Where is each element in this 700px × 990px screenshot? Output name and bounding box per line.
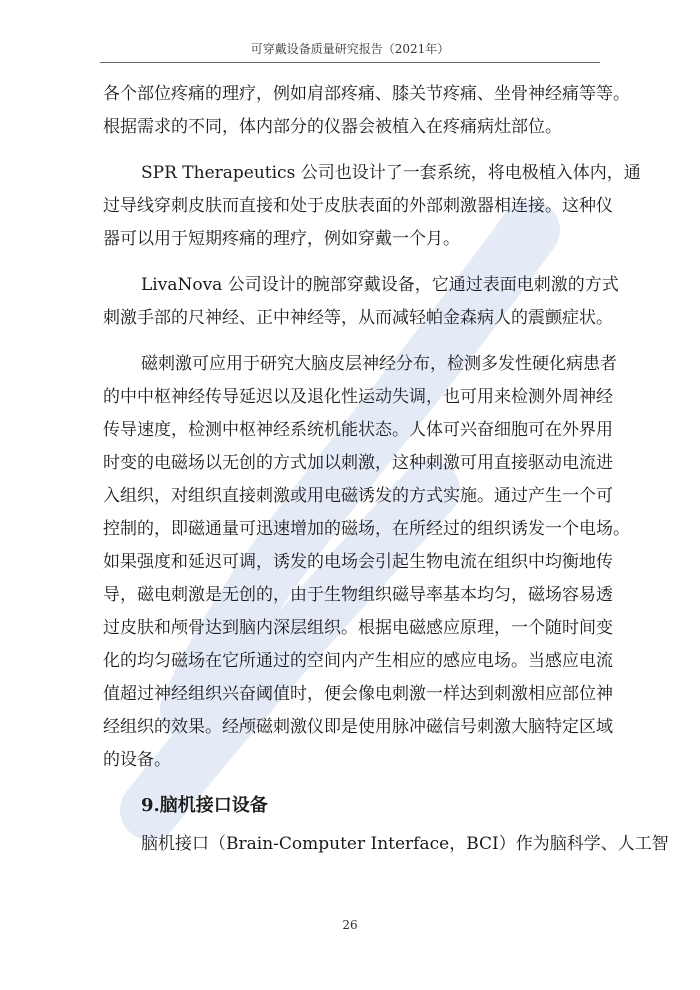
- document-body: [103, 78, 669, 874]
- paragraph: [103, 157, 641, 256]
- paragraph: [103, 348, 630, 777]
- paragraph-list: [103, 78, 641, 777]
- text-line: 时变的电磁场以无创的方式加以刺激，这种刺激可用直接驱动电流进: [103, 453, 613, 473]
- text-line: 如果强度和延迟可调，诱发的电场会引起生物电流在组织中均衡地传: [103, 552, 613, 572]
- text-line: 的中中枢神经传导延迟以及退化性运动失调，也可用来检测外周神经: [103, 387, 613, 407]
- text-line: 控制的，即磁通量可迅速增加的磁场，在所经过的组织诱发一个电场。: [103, 519, 630, 539]
- text-line: 根据需求的不同，体内部分的仪器会被植入在疼痛病灶部位。: [103, 117, 562, 137]
- page-header: 可穿戴设备质量研究报告（2021年）: [250, 42, 450, 56]
- text-line: 过皮肤和颅骨达到脑内深层组织。根据电磁感应原理，一个随时间变: [103, 618, 613, 638]
- text-line: 化的均匀磁场在它所通过的空间内产生相应的感应电场。当感应电流: [103, 651, 613, 671]
- text-line: 脑机接口（Brain-Computer Interface，BCI）作为脑科学、人工智: [141, 834, 669, 854]
- header-rule: [100, 62, 600, 63]
- text-line: SPR Therapeutics 公司也设计了一套系统，将电极植入体内，通: [141, 163, 641, 183]
- text-line: 经组织的效果。经颅磁刺激仪即是使用脉冲磁信号刺激大脑特定区域: [103, 717, 613, 737]
- text-line: 过导线穿刺皮肤而直接和处于皮肤表面的外部刺激器相连接。这种仪: [103, 196, 613, 216]
- paragraph: [103, 78, 630, 144]
- text-line: 器可以用于短期疼痛的理疗，例如穿戴一个月。: [103, 229, 460, 249]
- text-line: LivaNova 公司设计的腕部穿戴设备，它通过表面电刺激的方式: [141, 275, 619, 295]
- paragraph: [103, 269, 619, 335]
- text-line: 的设备。: [103, 750, 171, 770]
- text-line: 值超过神经组织兴奋阈值时，便会像电刺激一样达到刺激相应部位神: [103, 684, 613, 704]
- text-line: 导，磁电刺激是无创的，由于生物组织磁导率基本均匀，磁场容易透: [103, 585, 613, 605]
- section-heading: 9.脑机接口设备: [141, 795, 268, 816]
- page-number: 26: [342, 918, 358, 932]
- text-line: 入组织，对组织直接刺激或用电磁诱发的方式实施。通过产生一个可: [103, 486, 613, 506]
- text-line: 刺激手部的尺神经、正中神经等，从而减轻帕金森病人的震颤症状。: [103, 308, 613, 328]
- text-line: 磁刺激可应用于研究大脑皮层神经分布，检测多发性硬化病患者: [141, 354, 617, 374]
- text-line: 传导速度，检测中枢神经系统机能状态。人体可兴奋细胞可在外界用: [103, 420, 613, 440]
- text-line: 各个部位疼痛的理疗，例如肩部疼痛、膝关节疼痛、坐骨神经痛等等。: [103, 84, 630, 104]
- paragraph: [103, 828, 669, 861]
